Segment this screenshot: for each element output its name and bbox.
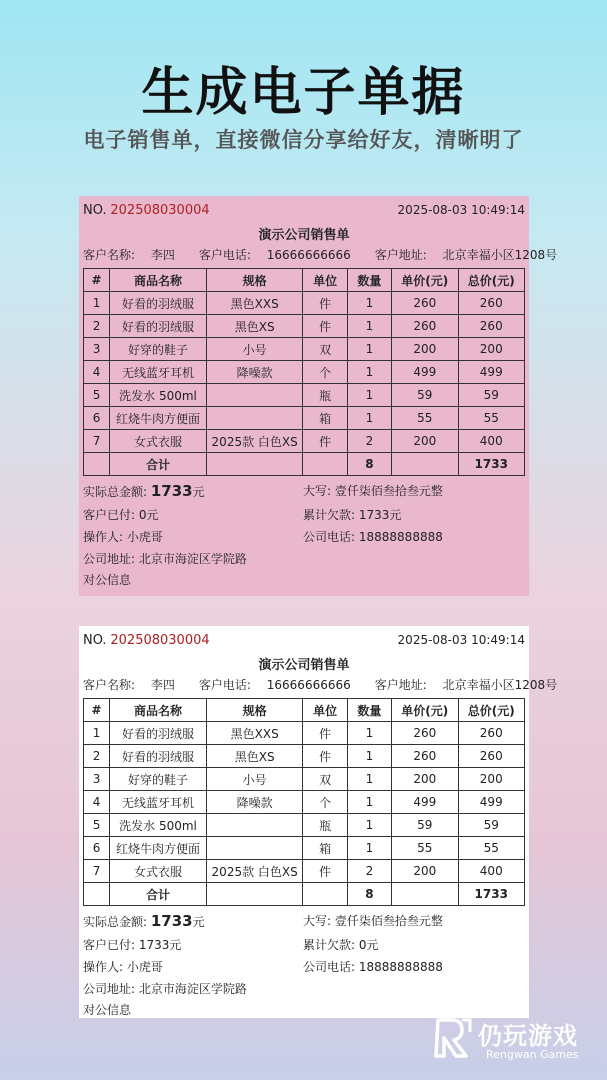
table-cell: 2 xyxy=(347,860,391,883)
customer-name: 客户名称: 李四 xyxy=(83,248,175,262)
watermark-en: Rengwan Games xyxy=(486,1048,579,1061)
table-cell: 499 xyxy=(458,361,524,384)
table-header-row xyxy=(84,269,525,292)
table-cell: 2 xyxy=(84,745,110,768)
table-cell: 1 xyxy=(347,837,391,860)
company-phone: 公司电话: 18888888888 xyxy=(303,960,443,974)
company-address: 公司地址: 北京市海淀区学院路 xyxy=(83,982,247,996)
order-datetime: 2025-08-03 10:49:14 xyxy=(397,633,525,647)
table-cell: 件 xyxy=(303,860,347,883)
actual-total: 实际总金额: 1733元 xyxy=(83,482,205,500)
table-cell: 瓶 xyxy=(303,814,347,837)
order-number xyxy=(83,633,210,648)
table-cell: 1 xyxy=(347,722,391,745)
table-cell xyxy=(206,837,303,860)
table-cell: 无线蓝牙耳机 xyxy=(110,361,207,384)
table-cell xyxy=(84,883,110,906)
table-cell: 260 xyxy=(392,315,458,338)
table-cell: 好穿的鞋子 xyxy=(110,768,207,791)
table-cell xyxy=(206,407,303,430)
order-no-label: NO. xyxy=(83,632,107,648)
table-cell: 个 xyxy=(303,791,347,814)
table-cell: 2 xyxy=(347,430,391,453)
table-cell: 55 xyxy=(458,407,524,430)
table-cell: 1 xyxy=(347,407,391,430)
total-row-label: 合计 xyxy=(110,883,207,906)
company-title: 演示公司销售单 xyxy=(258,658,350,673)
table-cell: 个 xyxy=(303,361,347,384)
operator: 操作人: 小虎哥 xyxy=(83,530,163,544)
table-cell: 1 xyxy=(84,292,110,315)
watermark-name: 仍玩游戏 xyxy=(478,1022,578,1050)
table-cell: 200 xyxy=(392,430,458,453)
actual-total: 实际总金额: 1733元 xyxy=(83,912,205,930)
column-header: 单价(元) xyxy=(392,269,458,292)
customer-address: 客户地址: 北京幸福小区1208号 xyxy=(374,248,558,262)
table-cell: 200 xyxy=(392,338,458,361)
table-cell: 好看的羽绒服 xyxy=(110,722,207,745)
table-cell: 59 xyxy=(458,384,524,407)
table-cell: 260 xyxy=(458,292,524,315)
table-row xyxy=(84,860,525,883)
table-row xyxy=(84,292,525,315)
column-header: 规格 xyxy=(206,269,303,292)
sales-receipt-pink xyxy=(79,196,558,596)
table-cell: 3 xyxy=(84,338,110,361)
table-cell: 黑色XXS xyxy=(206,292,303,315)
table-row xyxy=(84,338,525,361)
table-row xyxy=(84,384,525,407)
table-cell: 400 xyxy=(458,860,524,883)
table-cell: 女式衣服 xyxy=(110,430,207,453)
table-cell: 件 xyxy=(303,722,347,745)
table-cell: 2025款 白色XS xyxy=(206,860,303,883)
table-row xyxy=(84,407,525,430)
column-header: 商品名称 xyxy=(110,269,207,292)
table-cell: 7 xyxy=(84,430,110,453)
column-header: # xyxy=(84,269,110,292)
table-cell: 55 xyxy=(458,837,524,860)
table-cell: 3 xyxy=(84,768,110,791)
table-cell: 1 xyxy=(347,361,391,384)
table-cell: 499 xyxy=(392,361,458,384)
total-row-qty: 8 xyxy=(347,883,391,906)
table-cell: 好看的羽绒服 xyxy=(110,315,207,338)
total-uppercase: 大写: 壹仟柒佰叁拾叁元整 xyxy=(303,914,443,928)
column-header: 数量 xyxy=(347,699,391,722)
table-cell: 件 xyxy=(303,315,347,338)
sales-receipt-white xyxy=(79,626,558,1018)
order-no-value: 202508030004 xyxy=(110,632,210,648)
table-cell: 2 xyxy=(84,315,110,338)
table-cell: 260 xyxy=(458,745,524,768)
table-cell xyxy=(303,453,347,476)
table-cell: 件 xyxy=(303,745,347,768)
accumulated-debt: 累计欠款: 1733元 xyxy=(303,508,402,522)
order-number xyxy=(83,203,210,218)
table-cell: 黑色XXS xyxy=(206,722,303,745)
table-row xyxy=(84,814,525,837)
table-cell: 260 xyxy=(392,292,458,315)
column-header: 总价(元) xyxy=(458,269,524,292)
bank-info-label: 对公信息 xyxy=(83,573,132,587)
column-header: 商品名称 xyxy=(110,699,207,722)
table-cell: 1 xyxy=(347,791,391,814)
table-cell: 260 xyxy=(458,722,524,745)
table-cell: 260 xyxy=(458,315,524,338)
table-cell xyxy=(303,883,347,906)
table-cell xyxy=(392,883,458,906)
table-cell: 洗发水 500ml xyxy=(110,384,207,407)
table-row xyxy=(84,791,525,814)
table-cell: 好穿的鞋子 xyxy=(110,338,207,361)
table-cell: 双 xyxy=(303,768,347,791)
customer-phone: 客户电话: 16666666666 xyxy=(198,678,351,692)
table-cell xyxy=(206,814,303,837)
table-cell: 1 xyxy=(347,745,391,768)
hero-subtitle: 电子销售单，直接微信分享给好友，清晰明了 xyxy=(83,128,524,152)
total-row-qty: 8 xyxy=(347,453,391,476)
table-cell: 降噪款 xyxy=(206,791,303,814)
column-header: 单位 xyxy=(303,269,347,292)
table-cell: 黑色XS xyxy=(206,315,303,338)
order-no-label: NO. xyxy=(83,202,107,218)
table-cell: 箱 xyxy=(303,407,347,430)
watermark xyxy=(432,1012,607,1072)
table-cell xyxy=(206,384,303,407)
company-title: 演示公司销售单 xyxy=(258,228,350,243)
total-row-amount: 1733 xyxy=(458,453,524,476)
table-row xyxy=(84,745,525,768)
table-cell: 红烧牛肉方便面 xyxy=(110,407,207,430)
table-cell: 1 xyxy=(347,338,391,361)
table-cell: 1 xyxy=(347,292,391,315)
table-cell: 双 xyxy=(303,338,347,361)
table-cell: 6 xyxy=(84,407,110,430)
total-row-amount: 1733 xyxy=(458,883,524,906)
table-cell: 260 xyxy=(392,722,458,745)
table-cell: 降噪款 xyxy=(206,361,303,384)
table-cell: 6 xyxy=(84,837,110,860)
table-cell: 小号 xyxy=(206,338,303,361)
customer-paid: 客户已付: 0元 xyxy=(83,508,159,522)
table-cell: 5 xyxy=(84,384,110,407)
items-table xyxy=(83,268,525,476)
table-cell: 7 xyxy=(84,860,110,883)
table-row xyxy=(84,768,525,791)
table-row xyxy=(84,430,525,453)
table-cell: 400 xyxy=(458,430,524,453)
table-cell: 499 xyxy=(458,791,524,814)
table-row xyxy=(84,837,525,860)
table-cell: 1 xyxy=(347,384,391,407)
column-header: # xyxy=(84,699,110,722)
table-row xyxy=(84,315,525,338)
table-cell: 200 xyxy=(392,768,458,791)
column-header: 总价(元) xyxy=(458,699,524,722)
table-cell: 小号 xyxy=(206,768,303,791)
table-row xyxy=(84,361,525,384)
customer-paid: 客户已付: 1733元 xyxy=(83,938,182,952)
customer-name: 客户名称: 李四 xyxy=(83,678,175,692)
table-cell: 2025款 白色XS xyxy=(206,430,303,453)
table-cell: 55 xyxy=(392,837,458,860)
accumulated-debt: 累计欠款: 0元 xyxy=(303,938,379,952)
table-cell: 59 xyxy=(392,384,458,407)
table-cell: 件 xyxy=(303,430,347,453)
total-row xyxy=(84,883,525,906)
receipt-footer xyxy=(83,912,525,1022)
table-cell: 59 xyxy=(392,814,458,837)
table-cell: 4 xyxy=(84,361,110,384)
total-row xyxy=(84,453,525,476)
receipt-header-row xyxy=(83,630,525,650)
table-cell: 红烧牛肉方便面 xyxy=(110,837,207,860)
table-cell: 4 xyxy=(84,791,110,814)
column-header: 单价(元) xyxy=(392,699,458,722)
column-header: 数量 xyxy=(347,269,391,292)
receipt-footer xyxy=(83,482,525,592)
company-address: 公司地址: 北京市海淀区学院路 xyxy=(83,552,247,566)
operator: 操作人: 小虎哥 xyxy=(83,960,163,974)
table-cell xyxy=(206,453,303,476)
table-cell: 1 xyxy=(347,814,391,837)
total-uppercase: 大写: 壹仟柒佰叁拾叁元整 xyxy=(303,484,443,498)
rengwan-logo-icon xyxy=(432,1016,472,1060)
table-cell: 1 xyxy=(347,768,391,791)
total-row-label: 合计 xyxy=(110,453,207,476)
table-cell: 无线蓝牙耳机 xyxy=(110,791,207,814)
table-cell: 499 xyxy=(392,791,458,814)
table-cell xyxy=(392,453,458,476)
table-row xyxy=(84,722,525,745)
customer-info xyxy=(83,676,558,694)
table-cell: 5 xyxy=(84,814,110,837)
table-cell: 黑色XS xyxy=(206,745,303,768)
company-phone: 公司电话: 18888888888 xyxy=(303,530,443,544)
table-cell: 200 xyxy=(458,768,524,791)
table-cell: 55 xyxy=(392,407,458,430)
order-datetime: 2025-08-03 10:49:14 xyxy=(397,203,525,217)
hero-title: 生成电子单据 xyxy=(141,63,466,123)
column-header: 规格 xyxy=(206,699,303,722)
table-cell: 好看的羽绒服 xyxy=(110,292,207,315)
table-cell: 箱 xyxy=(303,837,347,860)
receipt-header-row xyxy=(83,200,525,220)
table-cell xyxy=(206,883,303,906)
table-cell: 洗发水 500ml xyxy=(110,814,207,837)
table-header-row xyxy=(84,699,525,722)
bank-info-label: 对公信息 xyxy=(83,1003,132,1017)
table-cell: 200 xyxy=(392,860,458,883)
table-cell: 件 xyxy=(303,292,347,315)
table-cell: 1 xyxy=(347,315,391,338)
table-cell: 女式衣服 xyxy=(110,860,207,883)
items-table xyxy=(83,698,525,906)
customer-info xyxy=(83,246,558,264)
column-header: 单位 xyxy=(303,699,347,722)
table-cell: 260 xyxy=(392,745,458,768)
order-no-value: 202508030004 xyxy=(110,202,210,218)
table-cell: 59 xyxy=(458,814,524,837)
table-cell: 瓶 xyxy=(303,384,347,407)
table-cell: 好看的羽绒服 xyxy=(110,745,207,768)
table-cell: 1 xyxy=(84,722,110,745)
customer-phone: 客户电话: 16666666666 xyxy=(198,248,351,262)
customer-address: 客户地址: 北京幸福小区1208号 xyxy=(374,678,558,692)
table-cell: 200 xyxy=(458,338,524,361)
table-cell xyxy=(84,453,110,476)
